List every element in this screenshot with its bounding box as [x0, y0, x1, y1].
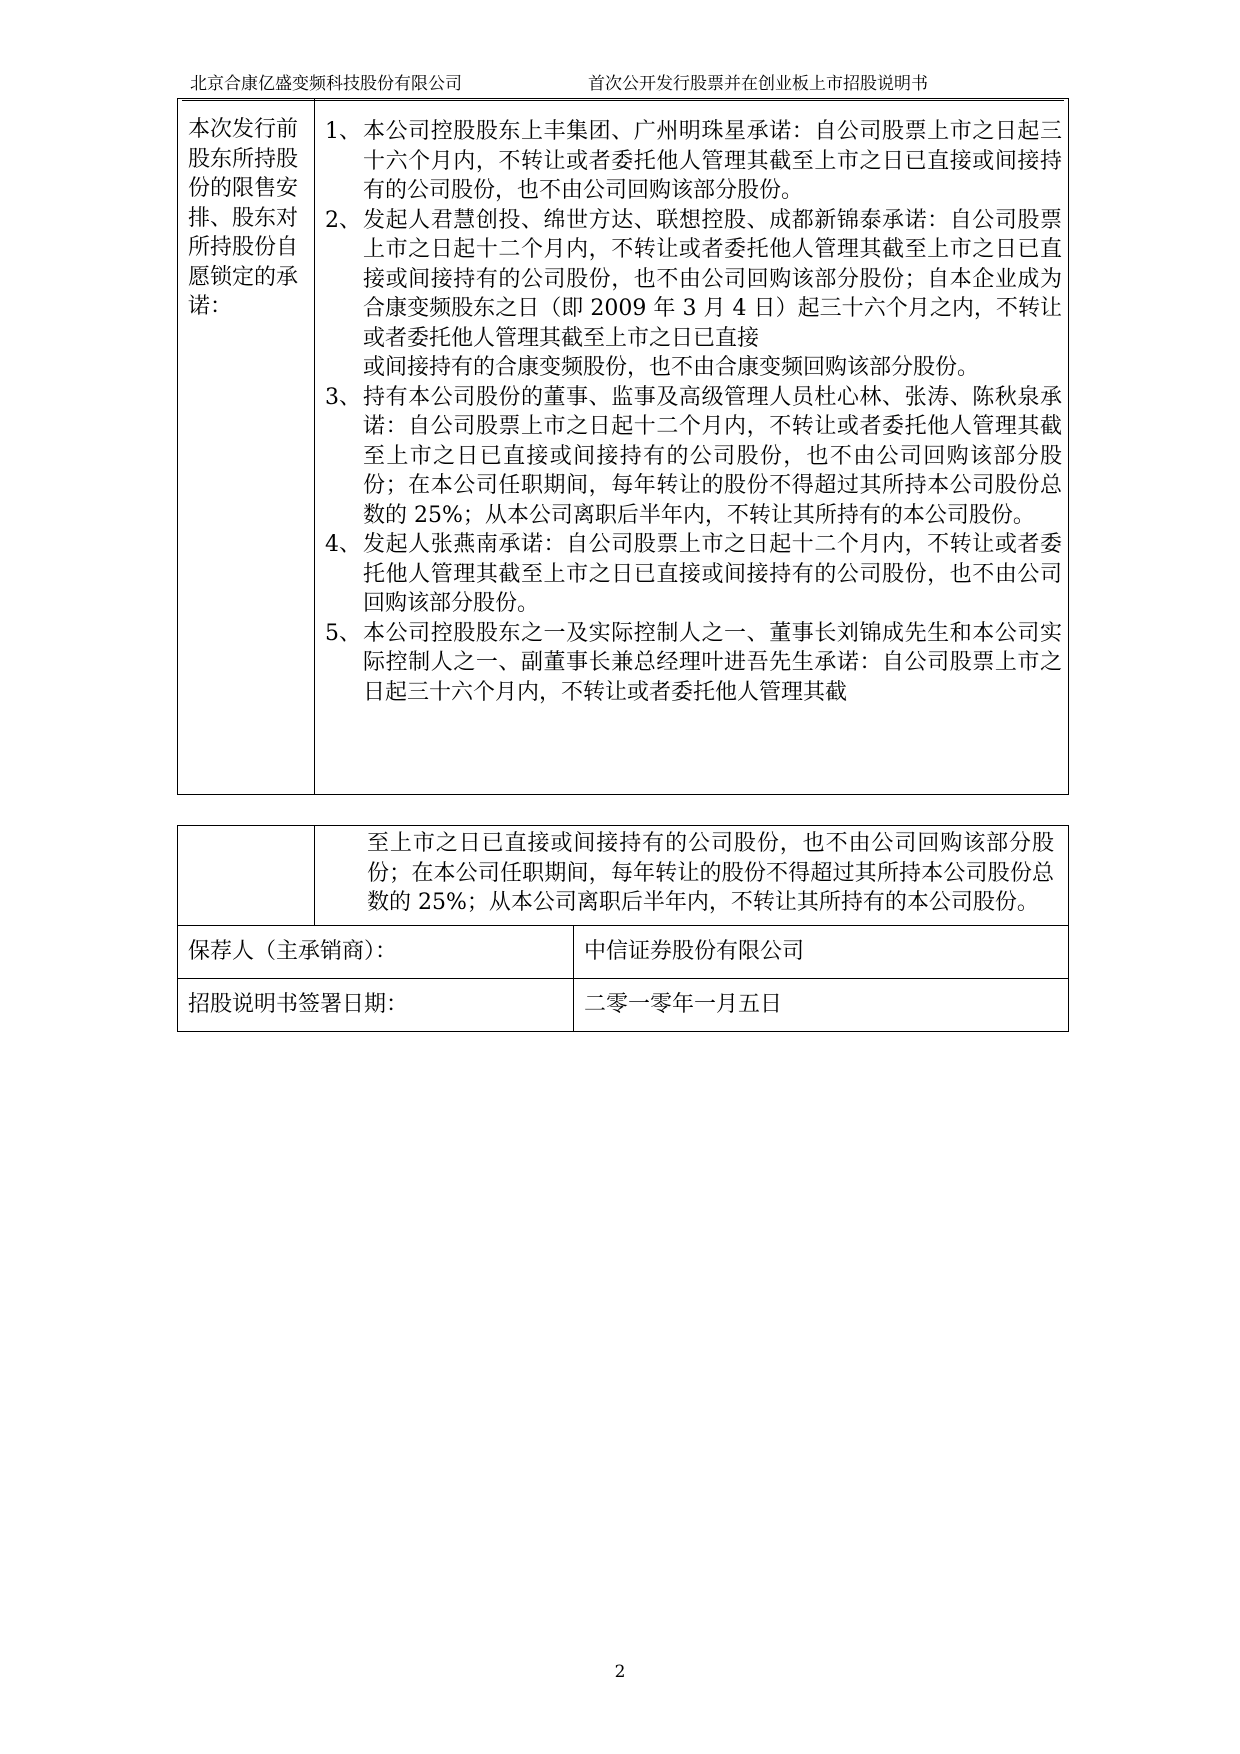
item-number: 3、	[325, 384, 361, 410]
sponsor-label: 保荐人（主承销商）：	[178, 925, 574, 978]
header-company: 北京合康亿盛变频科技股份有限公司	[190, 74, 462, 94]
continuation-table	[177, 825, 1069, 1032]
lockup-item-4	[325, 530, 1062, 619]
continuation-empty-label	[178, 826, 315, 926]
item-number: 2、	[325, 207, 361, 233]
item-text: 持有本公司股份的董事、监事及高级管理人员杜心林、张涛、陈秋泉承诺：自公司股票上市之日起十二个月内，不转让或者委托他人管理其截至上市之日已直接或间接持有的公司股份，也不由公司回购该部分股份；在本公司任职期间，每年转让的股份不得超过其所持本公司股份总数的 25%；从本公司离职后半年内，不转让其所持有的本公司股份。	[363, 384, 1062, 528]
item-text: 本公司控股股东之一及实际控制人之一、董事长刘锦成先生和本公司实际控制人之一、副董事长兼总经理叶进吾先生承诺：自公司股票上市之日起三十六个月内，不转让或者委托他人管理其截	[363, 620, 1062, 705]
lockup-label: 本次发行前股东所持股份的限售安排、股东对所持股份自愿锁定的承诺：	[178, 99, 315, 795]
sign-date-row	[178, 978, 1069, 1031]
item-number: 4、	[325, 532, 361, 557]
item-text	[363, 206, 1062, 383]
sponsor-value: 中信证券股份有限公司	[574, 925, 1069, 978]
item-number: 5、	[325, 620, 361, 646]
sign-date-value: 二零一零年一月五日	[574, 978, 1069, 1031]
header-document-title: 首次公开发行股票并在创业板上市招股说明书	[588, 74, 928, 94]
item-text: 发起人张燕南承诺：自公司股票上市之日起十二个月内，不转让或者委托他人管理其截至上市之日已直接或间接持有的公司股份，也不由公司回购该部分股份。	[363, 532, 1062, 616]
sponsor-row	[178, 925, 1069, 978]
lockup-content	[315, 99, 1069, 795]
item-number: 1、	[325, 119, 361, 144]
lockup-item-1	[325, 117, 1062, 206]
page-number: 2	[614, 1662, 626, 1682]
lockup-item-3	[325, 383, 1062, 531]
item-text-part: 或间接持有的合康变频股份，也不由合康变频回购该部分股份。	[363, 355, 980, 380]
lockup-table	[177, 98, 1069, 795]
sign-date-label: 招股说明书签署日期：	[178, 978, 574, 1031]
item-text-part: 发起人君慧创投、绵世方达、联想控股、成都新锦泰承诺：自公司股票上市之日起十二个月内，不转让或者委托他人管理其截至上市之日已直接或间接持有的公司股份，也不由公司回购该部分股份；自本企业成为合康变频股东之日（即 2009 年 3 月 4 日）起三十六个月之内，不转让或者委托他人管理其截至上市之日已直接	[363, 207, 1062, 351]
lockup-item-2	[325, 206, 1062, 383]
lockup-continuation: 至上市之日已直接或间接持有的公司股份，也不由公司回购该部分股份；在本公司任职期间，每年转让的股份不得超过其所持本公司股份总数的 25%；从本公司离职后半年内，不转让其所持有的本公司股份。	[315, 826, 1069, 926]
item-text: 本公司控股股东上丰集团、广州明珠星承诺：自公司股票上市之日起三十六个月内，不转让或者委托他人管理其截至上市之日已直接或间接持有的公司股份，也不由公司回购该部分股份。	[363, 119, 1062, 203]
lockup-item-5	[325, 619, 1062, 708]
